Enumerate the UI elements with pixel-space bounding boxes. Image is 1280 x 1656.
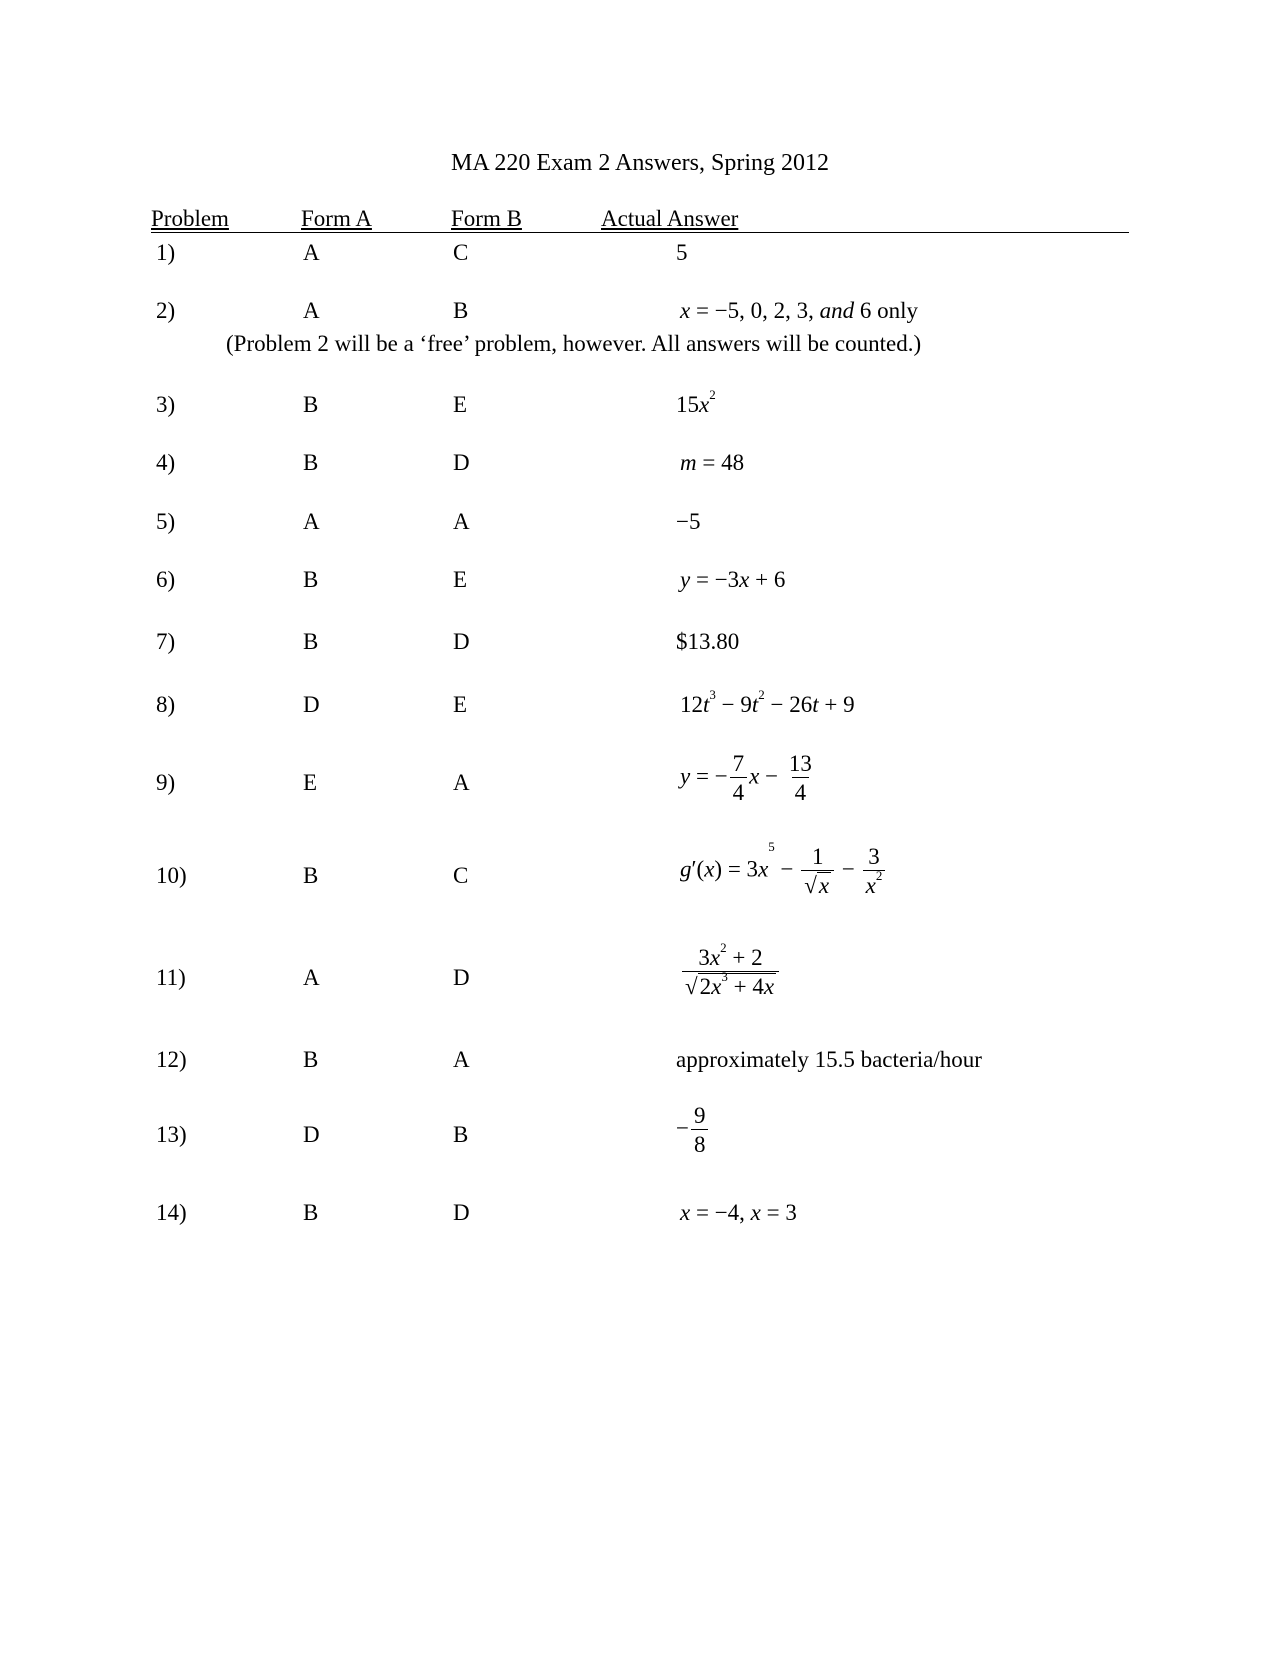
- form-a-answer: A: [303, 298, 320, 323]
- form-b-answer: A: [453, 509, 470, 534]
- problem-number: 4): [156, 450, 176, 475]
- form-a-answer: B: [303, 392, 319, 417]
- form-b-answer: C: [453, 863, 469, 888]
- form-b-answer: B: [453, 298, 469, 323]
- problem-number: 3): [156, 392, 176, 417]
- actual-answer: $\frac{3x^2 + 2}{√2x^3 + 4x}$: [680, 946, 781, 998]
- actual-answer: $g'(x) = 3x^5$ − $\frac{1}{√x}$ − $\frac{3}{x^2}$: [680, 845, 887, 897]
- form-b-answer: D: [453, 1200, 470, 1225]
- page-title: MA 220 Exam 2 Answers, Spring 2012: [451, 150, 829, 176]
- problem-number: 13): [156, 1122, 187, 1147]
- form-b-answer: D: [453, 450, 470, 475]
- form-b-answer: A: [453, 1047, 470, 1072]
- problem-number: 6): [156, 567, 176, 592]
- actual-answer: y = − $\frac{7}{4}$ x − $\frac{13}{4}$: [680, 751, 812, 805]
- form-a-answer: A: [303, 965, 320, 990]
- form-a-answer: B: [303, 629, 319, 654]
- problem-number: 9): [156, 770, 176, 795]
- form-b-answer: E: [453, 692, 468, 717]
- form-a-answer: E: [303, 770, 318, 795]
- problem-number: 1): [156, 240, 176, 265]
- form-b-answer: A: [453, 770, 470, 795]
- form-b-answer: D: [453, 629, 470, 654]
- form-a-answer: B: [303, 863, 319, 888]
- header-problem: Problem: [151, 206, 229, 231]
- actual-answer: m = 48: [680, 450, 745, 475]
- form-a-answer: B: [303, 1200, 319, 1225]
- actual-answer: −5: [676, 509, 701, 534]
- actual-answer: approximately 15.5 bacteria/hour: [676, 1047, 982, 1072]
- form-b-answer: B: [453, 1122, 469, 1147]
- problem-number: 7): [156, 629, 176, 654]
- problem-number: 12): [156, 1047, 187, 1072]
- problem-number: 10): [156, 863, 187, 888]
- form-a-answer: A: [303, 509, 320, 534]
- header-actual-answer: Actual Answer: [601, 206, 739, 231]
- form-a-answer: D: [303, 1122, 320, 1147]
- header-form-a: Form A: [301, 206, 372, 231]
- problem-2-note: (Problem 2 will be a ‘free’ problem, however. All answers will be counted.): [226, 331, 922, 356]
- form-a-answer: B: [303, 1047, 319, 1072]
- form-a-answer: B: [303, 567, 319, 592]
- header-rule: [151, 232, 1129, 233]
- form-a-answer: B: [303, 450, 319, 475]
- problem-number: 2): [156, 298, 176, 323]
- form-b-answer: E: [453, 567, 468, 592]
- form-b-answer: C: [453, 240, 469, 265]
- problem-number: 8): [156, 692, 176, 717]
- actual-answer: − $\frac{9}{8}$: [676, 1104, 710, 1156]
- actual-answer: y = −3x + 6: [680, 567, 786, 592]
- problem-number: 5): [156, 509, 176, 534]
- form-a-answer: D: [303, 692, 320, 717]
- actual-answer: $15x^2$: [676, 387, 716, 417]
- header-form-b: Form B: [451, 206, 522, 231]
- problem-number: 14): [156, 1200, 187, 1225]
- actual-answer: x = −5, 0, 2, 3, and 6 only: [680, 298, 919, 323]
- form-a-answer: A: [303, 240, 320, 265]
- form-b-answer: D: [453, 965, 470, 990]
- problem-number: 11): [156, 965, 186, 990]
- actual-answer: $12t^3 - 9t^2 - 26t + 9$: [680, 687, 855, 717]
- actual-answer: 5: [676, 240, 688, 265]
- actual-answer: x = −4, x = 3: [680, 1200, 797, 1225]
- form-b-answer: E: [453, 392, 468, 417]
- actual-answer: $13.80: [676, 629, 740, 654]
